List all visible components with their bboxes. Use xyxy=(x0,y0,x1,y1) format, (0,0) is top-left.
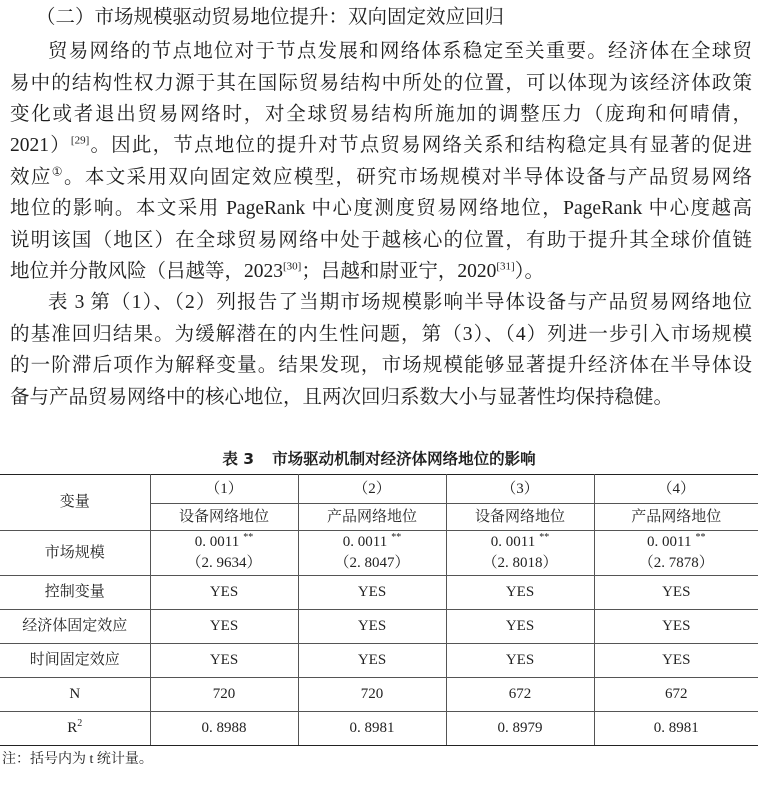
table-cell: 0. 8981 xyxy=(298,712,446,746)
table-cell: YES xyxy=(594,610,758,644)
line-text: ；吕越和尉亚宁，2020 xyxy=(301,261,497,283)
column-number: （4） xyxy=(594,475,758,504)
line-text: 贸易网络的节点地位对于节点发展和网络体系稳定至关重要。经济体在全球贸 xyxy=(48,41,752,63)
table-caption-label: 表 3 xyxy=(222,450,255,468)
regression-results-table xyxy=(0,474,758,746)
table-note: 注：括号内为 t 统计量。 xyxy=(2,752,153,767)
line-text: 。因此，节点地位的提升对节点贸易网络关系和结构稳定具有显著的促进 xyxy=(89,135,752,157)
coefficient-line xyxy=(151,532,298,553)
row-observations xyxy=(0,678,758,712)
line-text: 的一阶滞后项作为解释变量。结果发现，市场规模能够显著提升经济体在半导体设 xyxy=(10,355,752,377)
paragraph-line xyxy=(10,36,752,67)
paragraph-line xyxy=(10,193,752,224)
line-text: 备与产品贸易网络中的核心地位，且两次回归系数大小与显著性均保持稳健。 xyxy=(10,386,674,408)
line-text: 地位并分散风险（吕越等，2023 xyxy=(10,261,284,283)
table-cell: YES xyxy=(446,576,594,610)
paragraph-line xyxy=(10,350,752,381)
coefficient-cell xyxy=(150,531,298,576)
row-label: N xyxy=(0,678,150,712)
column-number: （3） xyxy=(446,475,594,504)
significance-stars: ** xyxy=(695,532,706,543)
line-text: 2021） xyxy=(10,135,71,157)
paragraph-line xyxy=(10,68,752,99)
table-cell: YES xyxy=(446,610,594,644)
coefficient-value: 0. 0011 xyxy=(647,534,692,550)
column-name: 产品网络地位 xyxy=(594,504,758,531)
row-label: R xyxy=(67,720,78,736)
table-cell: 0. 8988 xyxy=(150,712,298,746)
column-number: （1） xyxy=(150,475,298,504)
table-cell: YES xyxy=(594,644,758,678)
row-r-squared xyxy=(0,712,758,746)
citation-ref: [29] xyxy=(70,134,90,147)
coefficient-cell xyxy=(594,531,758,576)
table-cell: YES xyxy=(594,576,758,610)
line-text: 的基准回归结果。为缓解潜在的内生性问题，第（3）、（4）列进一步引入市场规模 xyxy=(10,323,752,345)
paragraph-network-position xyxy=(10,36,752,287)
t-statistic: （2. 7878） xyxy=(638,555,714,571)
column-name: 产品网络地位 xyxy=(298,504,446,531)
header-row-numbers xyxy=(0,475,758,504)
t-statistic: （2. 8047） xyxy=(334,555,410,571)
column-name: 设备网络地位 xyxy=(150,504,298,531)
table-cell: 672 xyxy=(446,678,594,712)
coefficient-cell xyxy=(298,531,446,576)
table-cell: YES xyxy=(150,610,298,644)
row-label: 市场规模 xyxy=(0,531,150,576)
table-cell: YES xyxy=(150,644,298,678)
table-cell: YES xyxy=(298,644,446,678)
paragraph-line xyxy=(10,225,752,256)
significance-stars: ** xyxy=(391,532,402,543)
row-label-r-squared xyxy=(0,712,150,746)
coefficient-value: 0. 0011 xyxy=(490,534,536,550)
line-text: 地位的影响。本文采用 PageRank 中心度测度贸易网络地位，PageRank 中心度越高 xyxy=(10,198,752,220)
line-text: 。本文采用双向固定效应模型，研究市场规模对半导体设备与产品贸易网络 xyxy=(63,166,752,188)
row-control-variables xyxy=(0,576,758,610)
paragraph-line xyxy=(10,287,752,318)
section-heading: （二）市场规模驱动贸易地位提升：双向固定效应回归 xyxy=(36,7,505,28)
table-cell: YES xyxy=(298,576,446,610)
line-text: 变化或者退出贸易网络时，对全球贸易结构所施加的调整压力（庞珣和何晴倩， xyxy=(10,104,752,126)
line-text: ）。 xyxy=(514,261,544,283)
row-label: 控制变量 xyxy=(0,576,150,610)
table-cell: YES xyxy=(446,644,594,678)
coefficient-line xyxy=(299,532,446,553)
variable-header: 变量 xyxy=(0,475,150,531)
paragraph-line xyxy=(10,256,752,287)
table-caption-title: 市场驱动机制对经济体网络地位的影响 xyxy=(272,450,536,468)
row-economy-fixed-effects xyxy=(0,610,758,644)
row-label: 时间固定效应 xyxy=(0,644,150,678)
significance-stars: ** xyxy=(243,532,254,543)
line-text: 说明该国（地区）在全球贸易网络中处于越核心的位置，有助于提升其全球价值链 xyxy=(10,229,752,251)
paragraph-line xyxy=(10,162,752,193)
table-cell: 720 xyxy=(298,678,446,712)
t-statistic: （2. 8018） xyxy=(482,555,558,571)
citation-ref: [31] xyxy=(496,260,515,273)
footnote-marker: ① xyxy=(51,164,64,179)
paragraph-baseline-results xyxy=(10,287,752,413)
table-caption xyxy=(0,447,758,471)
table-cell: 0. 8979 xyxy=(446,712,594,746)
row-time-fixed-effects xyxy=(0,644,758,678)
superscript-two: 2 xyxy=(77,718,83,729)
body-text xyxy=(10,36,752,413)
row-market-size xyxy=(0,531,758,576)
row-label: 经济体固定效应 xyxy=(0,610,150,644)
citation-ref: [30] xyxy=(283,260,302,273)
column-name: 设备网络地位 xyxy=(446,504,594,531)
table-cell: YES xyxy=(150,576,298,610)
coefficient-value: 0. 0011 xyxy=(342,534,388,550)
table-cell: 720 xyxy=(150,678,298,712)
table-cell: YES xyxy=(298,610,446,644)
paragraph-line xyxy=(10,130,752,161)
coefficient-line xyxy=(595,532,758,553)
paragraph-line xyxy=(10,99,752,130)
paragraph-line xyxy=(10,319,752,350)
column-number: （2） xyxy=(298,475,446,504)
line-text: 效应 xyxy=(10,166,52,188)
coefficient-line xyxy=(447,532,594,553)
line-text: 易中的结构性权力源于其在国际贸易结构中所处的位置，可以体现为该经济体政策 xyxy=(10,72,752,94)
line-text: 表 3 第（1）、（2）列报告了当期市场规模影响半导体设备与产品贸易网络地位 xyxy=(48,292,752,314)
table-cell: 0. 8981 xyxy=(594,712,758,746)
coefficient-cell xyxy=(446,531,594,576)
significance-stars: ** xyxy=(539,532,550,543)
t-statistic: （2. 9634） xyxy=(186,555,262,571)
paragraph-line xyxy=(10,382,752,413)
coefficient-value: 0. 0011 xyxy=(194,534,240,550)
table-cell: 672 xyxy=(594,678,758,712)
